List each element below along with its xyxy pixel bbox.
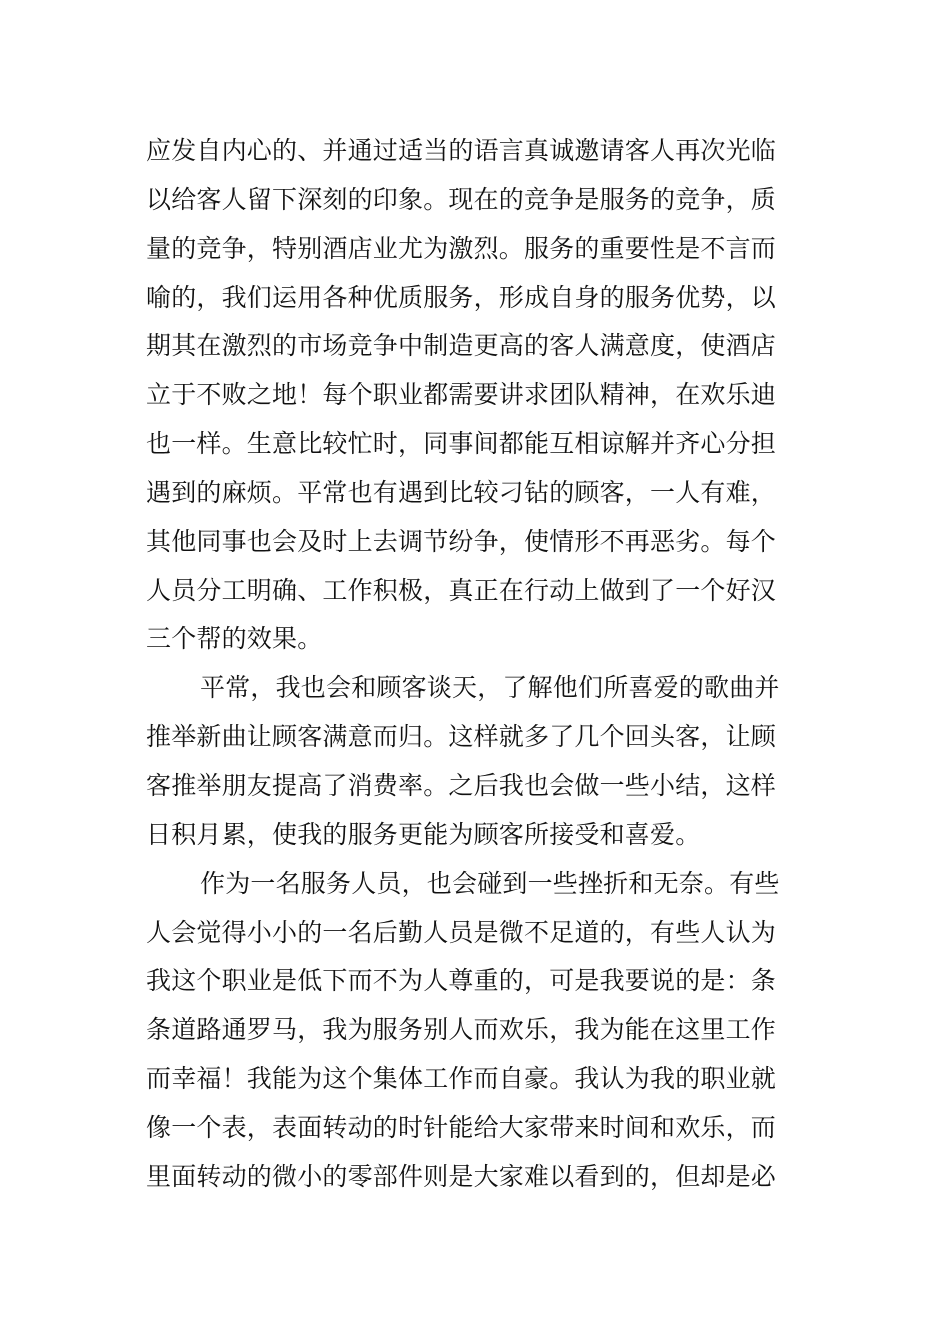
text-line: 里面转动的微小的零部件则是大家难以看到的，但却是必 <box>146 1161 777 1191</box>
paragraph-first-line: 平常，我也会和顾客谈天，了解他们所喜爱的歌曲并 <box>200 673 780 703</box>
text-line: 三个帮的效果。 <box>146 624 323 654</box>
text-line: 也一样。生意比较忙时，同事间都能互相谅解并齐心分担 <box>146 429 777 459</box>
text-line: 遇到的麻烦。平常也有遇到比较刁钻的顾客，一人有难， <box>146 477 777 507</box>
text-line: 期其在激烈的市场竞争中制造更高的客人满意度，使酒店 <box>146 331 777 361</box>
text-line: 以给客人留下深刻的印象。现在的竞争是服务的竞争，质 <box>146 184 777 214</box>
paragraph-first-line: 作为一名服务人员，也会碰到一些挫折和无奈。有些 <box>200 868 780 898</box>
text-line: 推举新曲让顾客满意而归。这样就多了几个回头客，让顾 <box>146 722 777 752</box>
text-line: 应发自内心的、并通过适当的语言真诚邀请客人再次光临 <box>146 136 777 165</box>
text-line: 其他同事也会及时上去调节纷争，使情形不再恶劣。每个 <box>146 526 777 556</box>
text-line: 喻的，我们运用各种优质服务，形成自身的服务优势，以 <box>146 282 777 312</box>
text-line: 客推举朋友提高了消费率。之后我也会做一些小结，这样 <box>146 770 777 800</box>
text-line: 像一个表，表面转动的时针能给大家带来时间和欢乐，而 <box>146 1112 777 1142</box>
text-line: 量的竞争，特别酒店业尤为激烈。服务的重要性是不言而 <box>146 233 777 263</box>
text-line: 人会觉得小小的一名后勤人员是微不足道的，有些人认为 <box>146 917 777 947</box>
text-line: 日积月累，使我的服务更能为顾客所接受和喜爱。 <box>146 819 701 849</box>
text-line: 我这个职业是低下而不为人尊重的，可是我要说的是：条 <box>146 966 777 996</box>
text-line: 立于不败之地！每个职业都需要讲求团队精神，在欢乐迪 <box>146 380 777 410</box>
text-line: 而幸福！我能为这个集体工作而自豪。我认为我的职业就 <box>146 1064 777 1094</box>
text-line: 人员分工明确、工作积极，真正在行动上做到了一个好汉 <box>146 575 777 605</box>
body-text <box>146 127 808 1202</box>
text-line: 条道路通罗马，我为服务别人而欢乐，我为能在这里工作 <box>146 1015 777 1045</box>
